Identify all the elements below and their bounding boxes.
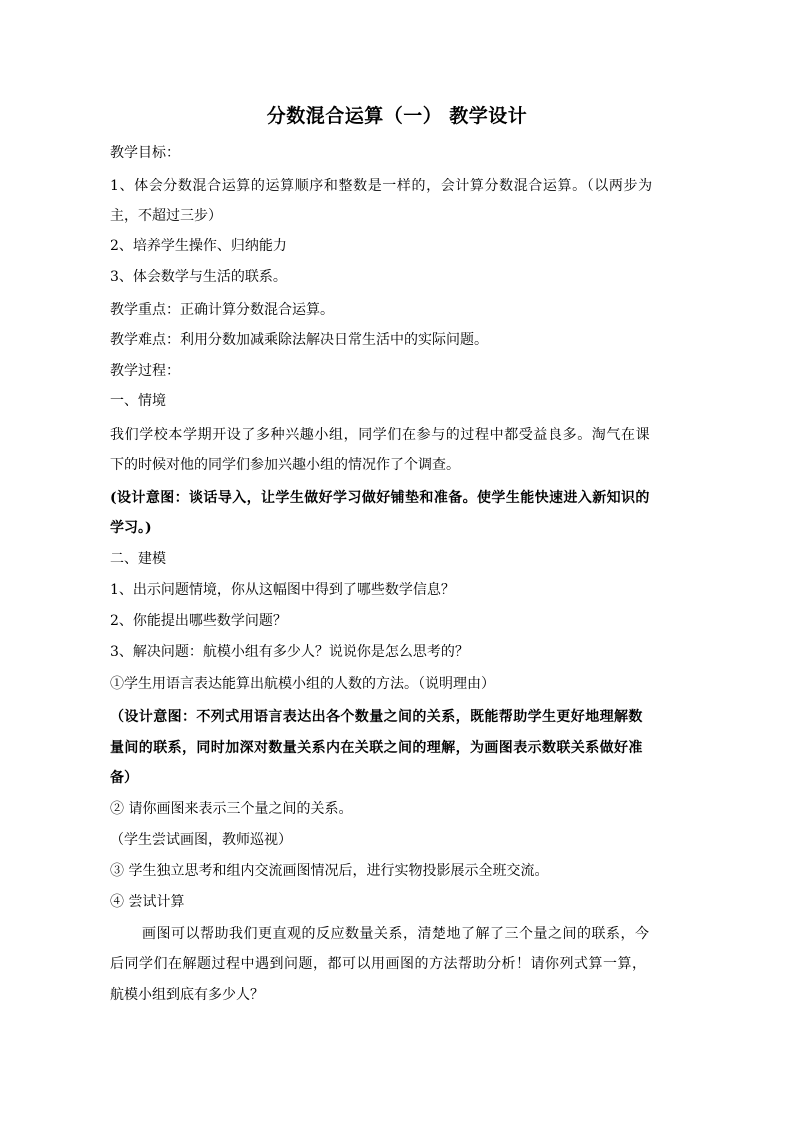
paragraph-line: 教学难点：利用分数加减乘除法解决日常生活中的实际问题。	[110, 332, 488, 348]
paragraph-line: （学生尝试画图，教师巡视）	[110, 832, 292, 848]
paragraph-line: 我们学校本学期开设了多种兴趣小组，同学们在参与的过程中都受益良多。淘气在课	[110, 427, 651, 443]
paragraph-line: 3、体会数学与生活的联系。	[110, 269, 287, 285]
paragraph-line: 教学重点：正确计算分数混合运算。	[110, 302, 334, 318]
paragraph-line: 2、你能提出哪些数学问题？	[110, 613, 287, 629]
paragraph-line: 航模小组到底有多少人？	[110, 987, 264, 1003]
design-intent-line: (设计意图：谈话导入，让学生做好学习做好铺垫和准备。使学生能快速进入新知识的	[110, 490, 650, 506]
paragraph-line: 主，不超过三步）	[110, 208, 222, 224]
paragraph-line: ④ 尝试计算	[110, 894, 185, 910]
paragraph-line: 后同学们在解题过程中遇到问题，都可以用画图的方法帮助分析！请你列式算一算，	[110, 956, 647, 972]
design-intent-line: 量间的联系，同时加深对数量关系内在关联之间的理解，为画图表示数联关系做好准	[110, 740, 643, 756]
paragraph-line: 3、解决问题：航模小组有多少人？说说你是怎么思考的？	[110, 644, 469, 660]
design-intent-line: （设计意图：不列式用语言表达出各个数量之间的关系，既能帮助学生更好地理解数	[110, 709, 643, 725]
paragraph-line: 2、培养学生操作、归纳能力	[110, 238, 287, 254]
paragraph-line: ③ 学生独立思考和组内交流画图情况后，进行实物投影展示全班交流。	[110, 863, 549, 879]
paragraph-line: 1、出示问题情境，你从这幅图中得到了哪些数学信息？	[110, 582, 455, 598]
section-heading: 二、建模	[110, 551, 166, 567]
design-intent-line: 备）	[110, 770, 138, 786]
heading-objectives: 教学目标：	[110, 145, 180, 161]
paragraph-line: 画图可以帮助我们更直观的反应数量关系，清楚地了解了三个量之间的联系，今	[142, 926, 650, 942]
paragraph-line: ①学生用语言表达能算出航模小组的人数的方法。（说明理由）	[110, 676, 495, 692]
section-heading: 一、情境	[110, 393, 166, 409]
paragraph-line: 下的时候对他的同学们参加兴趣小组的情况作了个调查。	[110, 457, 460, 473]
paragraph-line: 1、体会分数混合运算的运算顺序和整数是一样的，会计算分数混合运算。（以两步为	[110, 178, 653, 194]
heading-process: 教学过程：	[110, 363, 180, 379]
document-title: 分数混合运算（一） 教学设计	[266, 105, 528, 127]
design-intent-line: 学习。)	[110, 520, 152, 536]
paragraph-line: ② 请你画图来表示三个量之间的关系。	[110, 801, 353, 817]
